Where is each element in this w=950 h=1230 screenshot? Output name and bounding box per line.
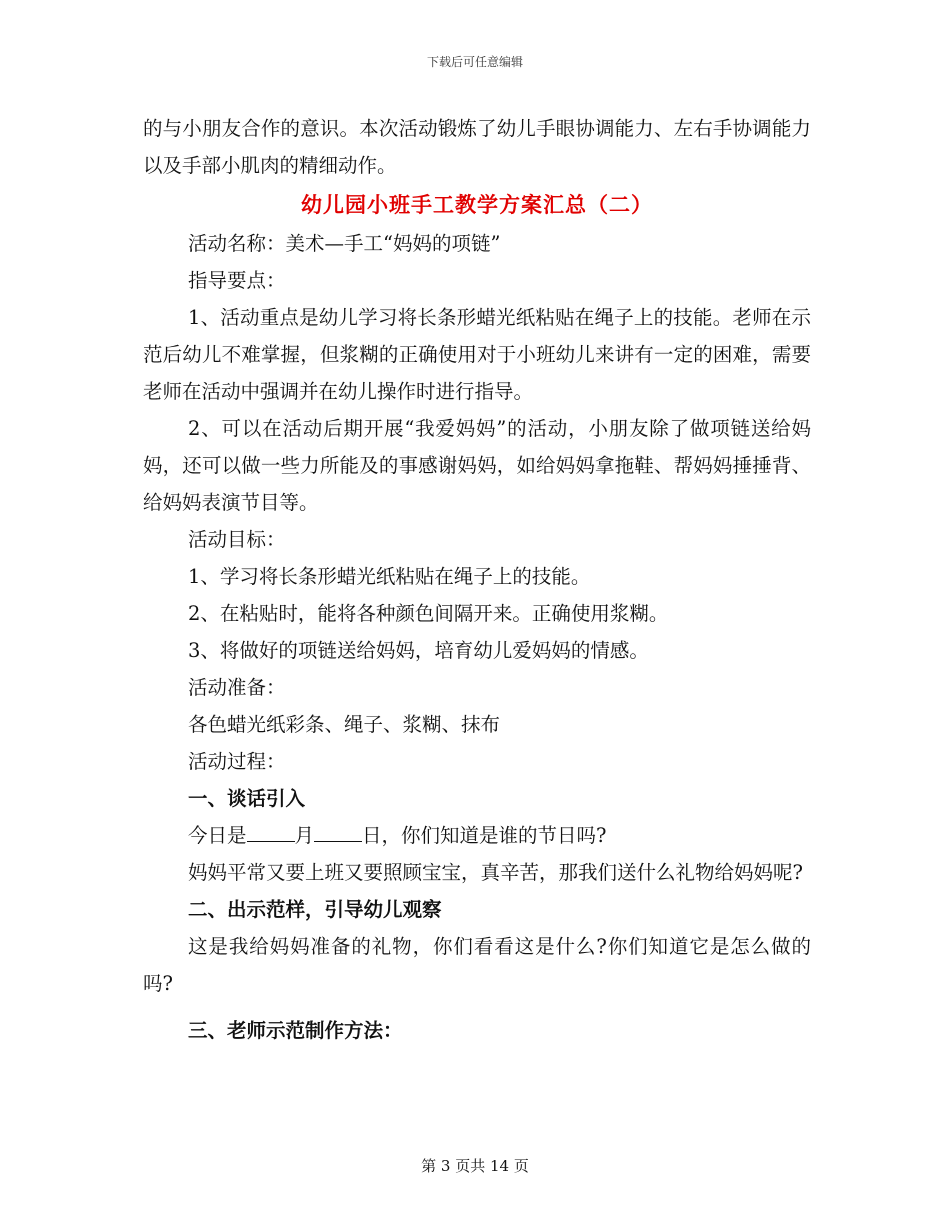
goal-item-2: 2、在粘贴时，能将各种颜色间隔开来。正确使用浆糊。 bbox=[188, 602, 669, 625]
goals-heading: 活动目标： bbox=[188, 528, 286, 551]
document-body bbox=[143, 110, 811, 1049]
process-section-1: 一、谈话引入 bbox=[188, 787, 306, 810]
section-title: 幼儿园小班手工教学方案汇总（二） bbox=[301, 192, 653, 217]
question-date bbox=[143, 817, 811, 854]
question-date-part1: 今日是 bbox=[188, 824, 247, 847]
question-gift: 妈妈平常又要上班又要照顾宝宝，真辛苦，那我们送什么礼物给妈妈呢? bbox=[188, 861, 803, 884]
activity-name: 活动名称：美术—手工“妈妈的项链” bbox=[188, 232, 501, 255]
page-number: 第 3 页共 14 页 bbox=[421, 1157, 529, 1175]
guidance-item-2: 2、可以在活动后期开展“我爱妈妈”的活动，小朋友除了做项链送给妈妈，还可以做一些力所能及的事感谢妈妈，如给妈妈拿拖鞋、帮妈妈捶捶背、给妈妈表演节目等。 bbox=[143, 417, 811, 514]
question-date-part2: 月 bbox=[294, 824, 315, 847]
process-section-2: 二、出示范样，引导幼儿观察 bbox=[188, 898, 442, 921]
question-date-part3: 日，你们知道是谁的节日吗? bbox=[362, 824, 607, 847]
prep-heading: 活动准备： bbox=[188, 676, 286, 699]
question-sample: 这是我给妈妈准备的礼物，你们看看这是什么?你们知道它是怎么做的吗? bbox=[143, 935, 811, 995]
day-blank bbox=[314, 821, 362, 842]
page-header-note: 下载后可任意编辑 bbox=[426, 55, 523, 69]
goal-item-1: 1、学习将长条形蜡光纸粘贴在绳子上的技能。 bbox=[188, 565, 591, 588]
month-blank bbox=[247, 821, 295, 842]
guidance-item-1: 1、活动重点是幼儿学习将长条形蜡光纸粘贴在绳子上的技能。老师在示范后幼儿不难掌握，但浆糊的正确使用对于小班幼儿来讲有一定的困难，需要老师在活动中强调并在幼儿操作时进行指导。 bbox=[143, 306, 811, 403]
process-heading: 活动过程： bbox=[188, 750, 286, 773]
goal-item-3: 3、将做好的项链送给妈妈，培育幼儿爱妈妈的情感。 bbox=[188, 639, 649, 662]
process-section-3: 三、老师示范制作方法： bbox=[188, 1019, 403, 1042]
guidance-heading: 指导要点： bbox=[188, 269, 286, 292]
prep-items: 各色蜡光纸彩条、绳子、浆糊、抹布 bbox=[188, 713, 501, 736]
intro-continuation: 的与小朋友合作的意识。本次活动锻炼了幼儿手眼协调能力、左右手协调能力以及手部小肌肉的精细动作。 bbox=[143, 117, 811, 177]
